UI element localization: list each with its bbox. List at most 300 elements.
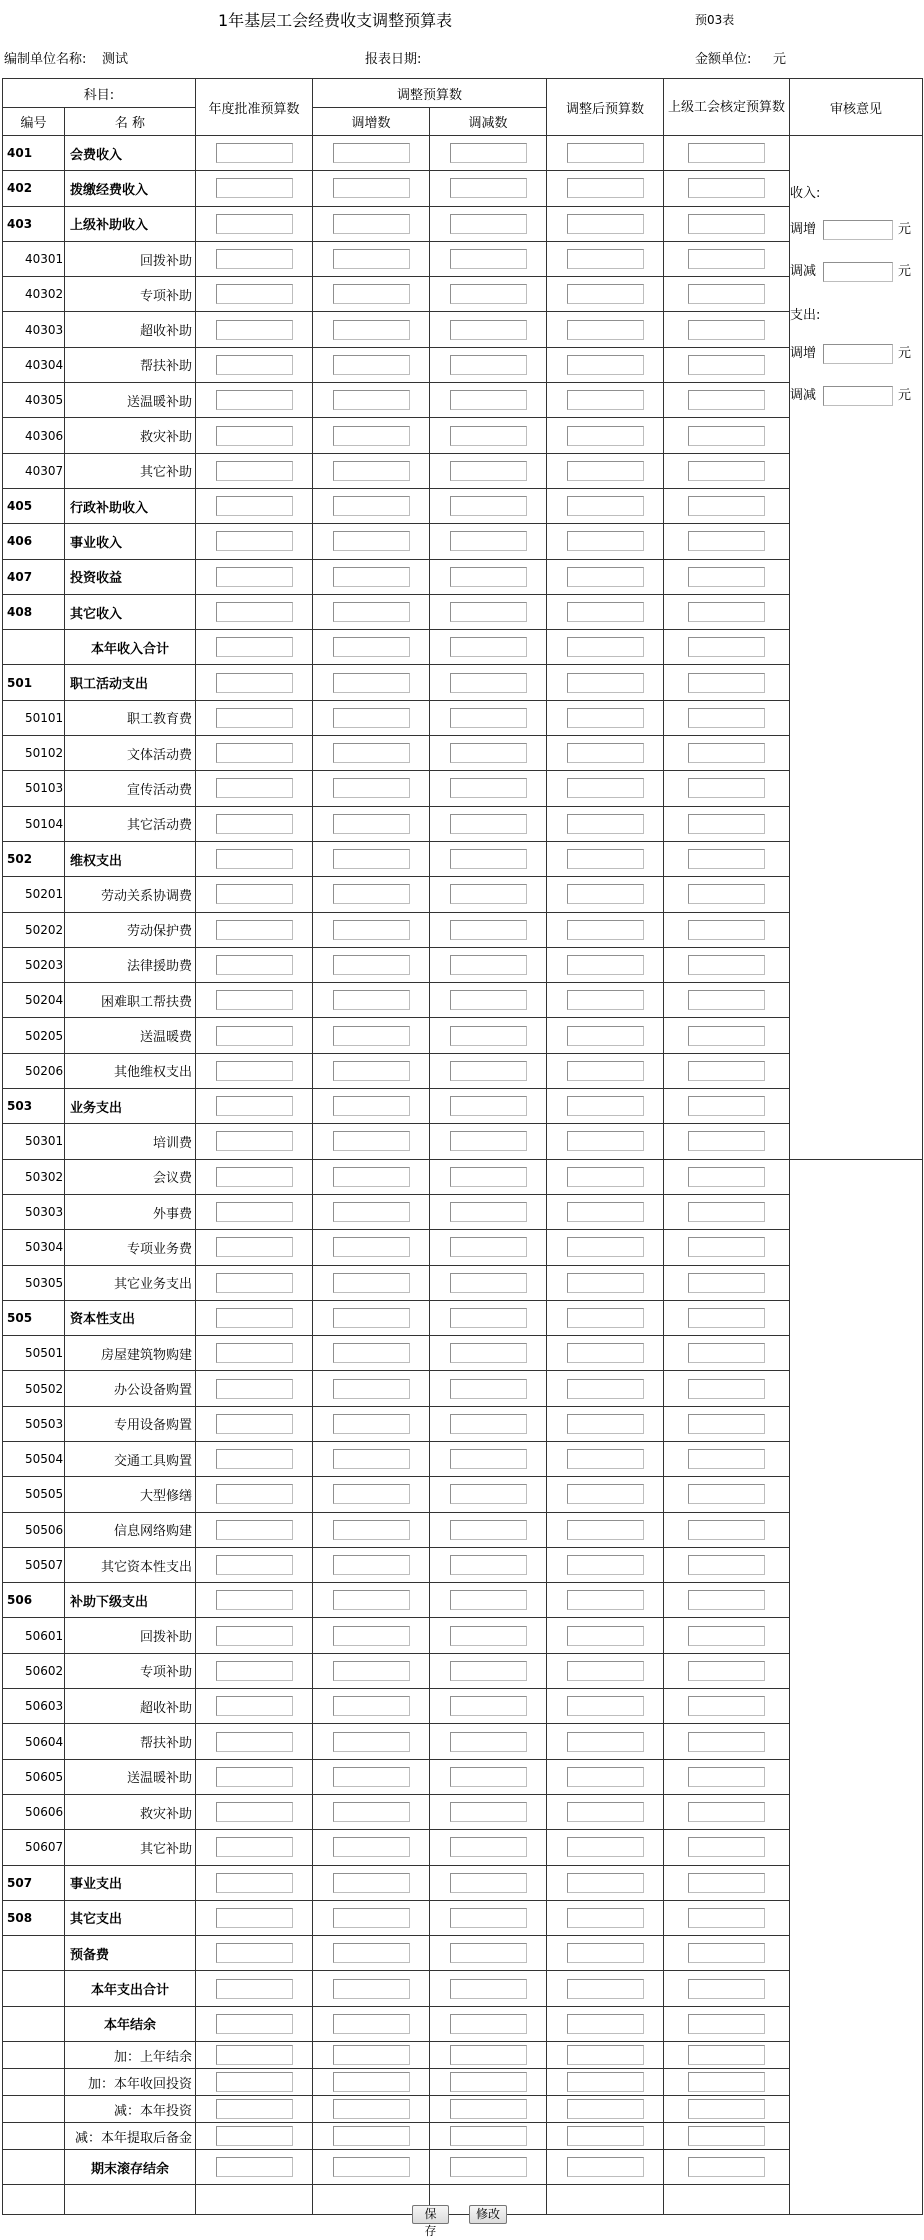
after-adjust-input[interactable]	[567, 1379, 644, 1399]
superior-approved-input[interactable]	[688, 2099, 765, 2119]
adjust-increase-input[interactable]	[333, 708, 410, 728]
after-adjust-input[interactable]	[567, 920, 644, 940]
adjust-decrease-input[interactable]	[450, 249, 527, 269]
superior-approved-input[interactable]	[688, 1484, 765, 1504]
adjust-decrease-input[interactable]	[450, 2126, 527, 2146]
after-adjust-input[interactable]	[567, 355, 644, 375]
after-adjust-input[interactable]	[567, 1096, 644, 1116]
adjust-decrease-input[interactable]	[450, 1555, 527, 1575]
annual-budget-input[interactable]	[216, 637, 293, 657]
annual-budget-input[interactable]	[216, 214, 293, 234]
adjust-increase-input[interactable]	[333, 990, 410, 1010]
adjust-decrease-input[interactable]	[450, 284, 527, 304]
adjust-decrease-input[interactable]	[450, 1837, 527, 1857]
after-adjust-input[interactable]	[567, 602, 644, 622]
superior-approved-input[interactable]	[688, 2126, 765, 2146]
adjust-decrease-input[interactable]	[450, 1202, 527, 1222]
after-adjust-input[interactable]	[567, 496, 644, 516]
superior-approved-input[interactable]	[688, 390, 765, 410]
annual-budget-input[interactable]	[216, 1767, 293, 1787]
superior-approved-input[interactable]	[688, 1308, 765, 1328]
adjust-decrease-input[interactable]	[450, 143, 527, 163]
after-adjust-input[interactable]	[567, 1979, 644, 1999]
adjust-decrease-input[interactable]	[450, 884, 527, 904]
annual-budget-input[interactable]	[216, 1732, 293, 1752]
annual-budget-input[interactable]	[216, 920, 293, 940]
adjust-decrease-input[interactable]	[450, 2014, 527, 2034]
after-adjust-input[interactable]	[567, 426, 644, 446]
adjust-decrease-input[interactable]	[450, 496, 527, 516]
after-adjust-input[interactable]	[567, 778, 644, 798]
adjust-decrease-input[interactable]	[450, 1449, 527, 1469]
annual-budget-input[interactable]	[216, 1696, 293, 1716]
after-adjust-input[interactable]	[567, 1767, 644, 1787]
superior-approved-input[interactable]	[688, 1061, 765, 1081]
after-adjust-input[interactable]	[567, 1943, 644, 1963]
after-adjust-input[interactable]	[567, 1167, 644, 1187]
superior-approved-input[interactable]	[688, 249, 765, 269]
annual-budget-input[interactable]	[216, 1979, 293, 1999]
annual-budget-input[interactable]	[216, 355, 293, 375]
superior-approved-input[interactable]	[688, 602, 765, 622]
adjust-increase-input[interactable]	[333, 355, 410, 375]
adjust-increase-input[interactable]	[333, 1484, 410, 1504]
adjust-increase-input[interactable]	[333, 2045, 410, 2065]
adjust-increase-input[interactable]	[333, 1343, 410, 1363]
after-adjust-input[interactable]	[567, 390, 644, 410]
adjust-decrease-input[interactable]	[450, 1767, 527, 1787]
superior-approved-input[interactable]	[688, 1414, 765, 1434]
adjust-decrease-input[interactable]	[450, 1131, 527, 1151]
annual-budget-input[interactable]	[216, 990, 293, 1010]
adjust-decrease-input[interactable]	[450, 1096, 527, 1116]
annual-budget-input[interactable]	[216, 1096, 293, 1116]
annual-budget-input[interactable]	[216, 1131, 293, 1151]
adjust-increase-input[interactable]	[333, 1449, 410, 1469]
adjust-increase-input[interactable]	[333, 1732, 410, 1752]
adjust-increase-input[interactable]	[333, 2126, 410, 2146]
superior-approved-input[interactable]	[688, 708, 765, 728]
after-adjust-input[interactable]	[567, 637, 644, 657]
annual-budget-input[interactable]	[216, 1449, 293, 1469]
after-adjust-input[interactable]	[567, 2014, 644, 2034]
superior-approved-input[interactable]	[688, 1379, 765, 1399]
superior-approved-input[interactable]	[688, 496, 765, 516]
adjust-increase-input[interactable]	[333, 284, 410, 304]
superior-approved-input[interactable]	[688, 1696, 765, 1716]
after-adjust-input[interactable]	[567, 2045, 644, 2065]
adjust-decrease-input[interactable]	[450, 1590, 527, 1610]
annual-budget-input[interactable]	[216, 249, 293, 269]
superior-approved-input[interactable]	[688, 673, 765, 693]
adjust-decrease-input[interactable]	[450, 567, 527, 587]
annual-budget-input[interactable]	[216, 1802, 293, 1822]
superior-approved-input[interactable]	[688, 426, 765, 446]
adjust-decrease-input[interactable]	[450, 708, 527, 728]
adjust-decrease-input[interactable]	[450, 602, 527, 622]
superior-approved-input[interactable]	[688, 955, 765, 975]
adjust-increase-input[interactable]	[333, 1061, 410, 1081]
annual-budget-input[interactable]	[216, 743, 293, 763]
adjust-decrease-input[interactable]	[450, 2099, 527, 2119]
superior-approved-input[interactable]	[688, 1237, 765, 1257]
annual-budget-input[interactable]	[216, 673, 293, 693]
adjust-increase-input[interactable]	[333, 1308, 410, 1328]
review-expense-increase-input[interactable]	[823, 344, 893, 364]
review-income-decrease-input[interactable]	[823, 262, 893, 282]
adjust-increase-input[interactable]	[333, 1520, 410, 1540]
after-adjust-input[interactable]	[567, 2072, 644, 2092]
superior-approved-input[interactable]	[688, 567, 765, 587]
annual-budget-input[interactable]	[216, 2099, 293, 2119]
annual-budget-input[interactable]	[216, 602, 293, 622]
annual-budget-input[interactable]	[216, 2072, 293, 2092]
superior-approved-input[interactable]	[688, 920, 765, 940]
adjust-decrease-input[interactable]	[450, 1273, 527, 1293]
after-adjust-input[interactable]	[567, 1308, 644, 1328]
annual-budget-input[interactable]	[216, 1661, 293, 1681]
adjust-increase-input[interactable]	[333, 920, 410, 940]
annual-budget-input[interactable]	[216, 1343, 293, 1363]
adjust-increase-input[interactable]	[333, 1661, 410, 1681]
annual-budget-input[interactable]	[216, 461, 293, 481]
after-adjust-input[interactable]	[567, 708, 644, 728]
adjust-increase-input[interactable]	[333, 1873, 410, 1893]
adjust-decrease-input[interactable]	[450, 1908, 527, 1928]
adjust-increase-input[interactable]	[333, 1943, 410, 1963]
adjust-increase-input[interactable]	[333, 426, 410, 446]
annual-budget-input[interactable]	[216, 1308, 293, 1328]
annual-budget-input[interactable]	[216, 2157, 293, 2177]
annual-budget-input[interactable]	[216, 567, 293, 587]
annual-budget-input[interactable]	[216, 1873, 293, 1893]
after-adjust-input[interactable]	[567, 461, 644, 481]
after-adjust-input[interactable]	[567, 1414, 644, 1434]
adjust-decrease-input[interactable]	[450, 673, 527, 693]
annual-budget-input[interactable]	[216, 814, 293, 834]
adjust-increase-input[interactable]	[333, 143, 410, 163]
adjust-decrease-input[interactable]	[450, 178, 527, 198]
superior-approved-input[interactable]	[688, 778, 765, 798]
superior-approved-input[interactable]	[688, 1767, 765, 1787]
adjust-decrease-input[interactable]	[450, 1167, 527, 1187]
adjust-increase-input[interactable]	[333, 814, 410, 834]
after-adjust-input[interactable]	[567, 2126, 644, 2146]
adjust-increase-input[interactable]	[333, 673, 410, 693]
superior-approved-input[interactable]	[688, 320, 765, 340]
adjust-increase-input[interactable]	[333, 1802, 410, 1822]
adjust-increase-input[interactable]	[333, 778, 410, 798]
after-adjust-input[interactable]	[567, 249, 644, 269]
adjust-increase-input[interactable]	[333, 1026, 410, 1046]
adjust-decrease-input[interactable]	[450, 1873, 527, 1893]
after-adjust-input[interactable]	[567, 284, 644, 304]
annual-budget-input[interactable]	[216, 1908, 293, 1928]
after-adjust-input[interactable]	[567, 1590, 644, 1610]
annual-budget-input[interactable]	[216, 1555, 293, 1575]
save-button[interactable]: 保存	[412, 2205, 449, 2224]
adjust-decrease-input[interactable]	[450, 637, 527, 657]
adjust-increase-input[interactable]	[333, 884, 410, 904]
superior-approved-input[interactable]	[688, 1802, 765, 1822]
adjust-increase-input[interactable]	[333, 1131, 410, 1151]
after-adjust-input[interactable]	[567, 743, 644, 763]
adjust-decrease-input[interactable]	[450, 1308, 527, 1328]
adjust-decrease-input[interactable]	[450, 461, 527, 481]
superior-approved-input[interactable]	[688, 1590, 765, 1610]
adjust-increase-input[interactable]	[333, 1096, 410, 1116]
annual-budget-input[interactable]	[216, 1237, 293, 1257]
adjust-increase-input[interactable]	[333, 1379, 410, 1399]
superior-approved-input[interactable]	[688, 1732, 765, 1752]
adjust-decrease-input[interactable]	[450, 1732, 527, 1752]
annual-budget-input[interactable]	[216, 531, 293, 551]
adjust-decrease-input[interactable]	[450, 1520, 527, 1540]
superior-approved-input[interactable]	[688, 1661, 765, 1681]
superior-approved-input[interactable]	[688, 1943, 765, 1963]
adjust-decrease-input[interactable]	[450, 1379, 527, 1399]
superior-approved-input[interactable]	[688, 1837, 765, 1857]
after-adjust-input[interactable]	[567, 2099, 644, 2119]
adjust-increase-input[interactable]	[333, 1696, 410, 1716]
adjust-increase-input[interactable]	[333, 531, 410, 551]
adjust-decrease-input[interactable]	[450, 2072, 527, 2092]
adjust-decrease-input[interactable]	[450, 778, 527, 798]
review-income-increase-input[interactable]	[823, 220, 893, 240]
adjust-increase-input[interactable]	[333, 496, 410, 516]
adjust-increase-input[interactable]	[333, 1273, 410, 1293]
adjust-decrease-input[interactable]	[450, 2045, 527, 2065]
adjust-decrease-input[interactable]	[450, 214, 527, 234]
annual-budget-input[interactable]	[216, 143, 293, 163]
annual-budget-input[interactable]	[216, 1273, 293, 1293]
after-adjust-input[interactable]	[567, 1237, 644, 1257]
adjust-increase-input[interactable]	[333, 637, 410, 657]
annual-budget-input[interactable]	[216, 1943, 293, 1963]
adjust-decrease-input[interactable]	[450, 320, 527, 340]
superior-approved-input[interactable]	[688, 814, 765, 834]
after-adjust-input[interactable]	[567, 1873, 644, 1893]
adjust-increase-input[interactable]	[333, 1202, 410, 1222]
annual-budget-input[interactable]	[216, 778, 293, 798]
annual-budget-input[interactable]	[216, 1026, 293, 1046]
superior-approved-input[interactable]	[688, 990, 765, 1010]
after-adjust-input[interactable]	[567, 1802, 644, 1822]
adjust-decrease-input[interactable]	[450, 1237, 527, 1257]
after-adjust-input[interactable]	[567, 1343, 644, 1363]
adjust-increase-input[interactable]	[333, 1237, 410, 1257]
adjust-increase-input[interactable]	[333, 2014, 410, 2034]
superior-approved-input[interactable]	[688, 355, 765, 375]
adjust-increase-input[interactable]	[333, 1837, 410, 1857]
annual-budget-input[interactable]	[216, 2045, 293, 2065]
adjust-decrease-input[interactable]	[450, 390, 527, 410]
superior-approved-input[interactable]	[688, 743, 765, 763]
adjust-decrease-input[interactable]	[450, 426, 527, 446]
adjust-decrease-input[interactable]	[450, 355, 527, 375]
after-adjust-input[interactable]	[567, 1732, 644, 1752]
superior-approved-input[interactable]	[688, 1202, 765, 1222]
adjust-increase-input[interactable]	[333, 1767, 410, 1787]
superior-approved-input[interactable]	[688, 2157, 765, 2177]
annual-budget-input[interactable]	[216, 496, 293, 516]
review-expense-decrease-input[interactable]	[823, 386, 893, 406]
annual-budget-input[interactable]	[216, 955, 293, 975]
annual-budget-input[interactable]	[216, 1167, 293, 1187]
superior-approved-input[interactable]	[688, 1555, 765, 1575]
adjust-increase-input[interactable]	[333, 2072, 410, 2092]
superior-approved-input[interactable]	[688, 143, 765, 163]
adjust-decrease-input[interactable]	[450, 1061, 527, 1081]
annual-budget-input[interactable]	[216, 1414, 293, 1434]
superior-approved-input[interactable]	[688, 1167, 765, 1187]
after-adjust-input[interactable]	[567, 531, 644, 551]
annual-budget-input[interactable]	[216, 1520, 293, 1540]
annual-budget-input[interactable]	[216, 178, 293, 198]
adjust-increase-input[interactable]	[333, 2099, 410, 2119]
adjust-increase-input[interactable]	[333, 1979, 410, 1999]
annual-budget-input[interactable]	[216, 1837, 293, 1857]
after-adjust-input[interactable]	[567, 1555, 644, 1575]
superior-approved-input[interactable]	[688, 1449, 765, 1469]
superior-approved-input[interactable]	[688, 284, 765, 304]
annual-budget-input[interactable]	[216, 320, 293, 340]
after-adjust-input[interactable]	[567, 1273, 644, 1293]
adjust-increase-input[interactable]	[333, 2157, 410, 2177]
after-adjust-input[interactable]	[567, 1626, 644, 1646]
adjust-increase-input[interactable]	[333, 178, 410, 198]
after-adjust-input[interactable]	[567, 673, 644, 693]
adjust-increase-input[interactable]	[333, 567, 410, 587]
superior-approved-input[interactable]	[688, 884, 765, 904]
adjust-decrease-input[interactable]	[450, 955, 527, 975]
adjust-decrease-input[interactable]	[450, 1484, 527, 1504]
annual-budget-input[interactable]	[216, 1202, 293, 1222]
adjust-increase-input[interactable]	[333, 602, 410, 622]
adjust-decrease-input[interactable]	[450, 990, 527, 1010]
annual-budget-input[interactable]	[216, 849, 293, 869]
adjust-decrease-input[interactable]	[450, 1661, 527, 1681]
after-adjust-input[interactable]	[567, 1484, 644, 1504]
annual-budget-input[interactable]	[216, 390, 293, 410]
adjust-decrease-input[interactable]	[450, 1626, 527, 1646]
superior-approved-input[interactable]	[688, 637, 765, 657]
adjust-increase-input[interactable]	[333, 1414, 410, 1434]
after-adjust-input[interactable]	[567, 1520, 644, 1540]
adjust-decrease-input[interactable]	[450, 1943, 527, 1963]
annual-budget-input[interactable]	[216, 284, 293, 304]
superior-approved-input[interactable]	[688, 2045, 765, 2065]
annual-budget-input[interactable]	[216, 1484, 293, 1504]
after-adjust-input[interactable]	[567, 990, 644, 1010]
adjust-decrease-input[interactable]	[450, 920, 527, 940]
annual-budget-input[interactable]	[216, 2014, 293, 2034]
superior-approved-input[interactable]	[688, 461, 765, 481]
superior-approved-input[interactable]	[688, 214, 765, 234]
adjust-increase-input[interactable]	[333, 249, 410, 269]
after-adjust-input[interactable]	[567, 1696, 644, 1716]
annual-budget-input[interactable]	[216, 1626, 293, 1646]
superior-approved-input[interactable]	[688, 1520, 765, 1540]
adjust-decrease-input[interactable]	[450, 743, 527, 763]
adjust-decrease-input[interactable]	[450, 1802, 527, 1822]
adjust-decrease-input[interactable]	[450, 1414, 527, 1434]
superior-approved-input[interactable]	[688, 849, 765, 869]
superior-approved-input[interactable]	[688, 2072, 765, 2092]
superior-approved-input[interactable]	[688, 1131, 765, 1151]
superior-approved-input[interactable]	[688, 1273, 765, 1293]
modify-button[interactable]: 修改	[469, 2205, 507, 2224]
annual-budget-input[interactable]	[216, 1379, 293, 1399]
adjust-decrease-input[interactable]	[450, 849, 527, 869]
adjust-increase-input[interactable]	[333, 1167, 410, 1187]
adjust-increase-input[interactable]	[333, 1590, 410, 1610]
annual-budget-input[interactable]	[216, 1061, 293, 1081]
adjust-increase-input[interactable]	[333, 1908, 410, 1928]
superior-approved-input[interactable]	[688, 1096, 765, 1116]
after-adjust-input[interactable]	[567, 955, 644, 975]
after-adjust-input[interactable]	[567, 1449, 644, 1469]
superior-approved-input[interactable]	[688, 178, 765, 198]
after-adjust-input[interactable]	[567, 1837, 644, 1857]
superior-approved-input[interactable]	[688, 1026, 765, 1046]
after-adjust-input[interactable]	[567, 1061, 644, 1081]
adjust-increase-input[interactable]	[333, 390, 410, 410]
adjust-increase-input[interactable]	[333, 743, 410, 763]
superior-approved-input[interactable]	[688, 2014, 765, 2034]
annual-budget-input[interactable]	[216, 426, 293, 446]
annual-budget-input[interactable]	[216, 1590, 293, 1610]
superior-approved-input[interactable]	[688, 1873, 765, 1893]
after-adjust-input[interactable]	[567, 2157, 644, 2177]
adjust-decrease-input[interactable]	[450, 1343, 527, 1363]
after-adjust-input[interactable]	[567, 849, 644, 869]
adjust-decrease-input[interactable]	[450, 814, 527, 834]
adjust-increase-input[interactable]	[333, 1555, 410, 1575]
after-adjust-input[interactable]	[567, 567, 644, 587]
after-adjust-input[interactable]	[567, 1131, 644, 1151]
annual-budget-input[interactable]	[216, 884, 293, 904]
superior-approved-input[interactable]	[688, 531, 765, 551]
after-adjust-input[interactable]	[567, 884, 644, 904]
adjust-decrease-input[interactable]	[450, 1979, 527, 1999]
adjust-decrease-input[interactable]	[450, 531, 527, 551]
after-adjust-input[interactable]	[567, 1908, 644, 1928]
superior-approved-input[interactable]	[688, 1626, 765, 1646]
adjust-decrease-input[interactable]	[450, 1696, 527, 1716]
after-adjust-input[interactable]	[567, 214, 644, 234]
adjust-decrease-input[interactable]	[450, 1026, 527, 1046]
after-adjust-input[interactable]	[567, 143, 644, 163]
after-adjust-input[interactable]	[567, 1026, 644, 1046]
superior-approved-input[interactable]	[688, 1343, 765, 1363]
after-adjust-input[interactable]	[567, 178, 644, 198]
adjust-increase-input[interactable]	[333, 849, 410, 869]
adjust-increase-input[interactable]	[333, 461, 410, 481]
after-adjust-input[interactable]	[567, 320, 644, 340]
adjust-decrease-input[interactable]	[450, 2157, 527, 2177]
adjust-increase-input[interactable]	[333, 955, 410, 975]
superior-approved-input[interactable]	[688, 1908, 765, 1928]
superior-approved-input[interactable]	[688, 1979, 765, 1999]
adjust-increase-input[interactable]	[333, 214, 410, 234]
after-adjust-input[interactable]	[567, 814, 644, 834]
after-adjust-input[interactable]	[567, 1661, 644, 1681]
annual-budget-input[interactable]	[216, 2126, 293, 2146]
adjust-increase-input[interactable]	[333, 1626, 410, 1646]
annual-budget-input[interactable]	[216, 708, 293, 728]
after-adjust-input[interactable]	[567, 1202, 644, 1222]
